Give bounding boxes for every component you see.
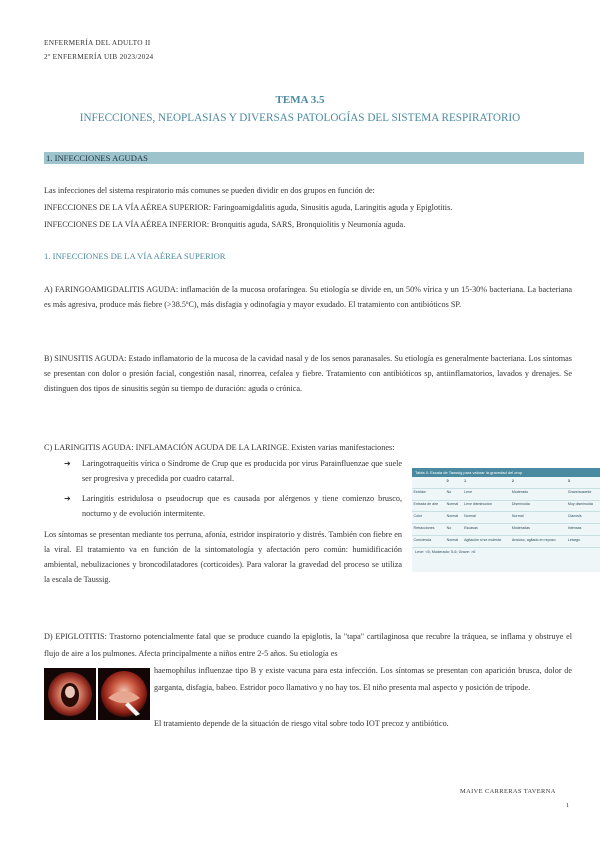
- paragraph-laringitis-body: Los síntomas se presentan mediante tos perruna, afonía, estridor inspiratorio y distrés. También con fiebre en la viral. El tratamiento va en función de la sintomatología y afectación pero común: humidificación ambiental, nebulizaciones y broncodilatadores (corticoides). Para valorar la gravedad del proceso se utiliza la escala de Taussig.: [44, 530, 402, 584]
- paragraph-epiglotitis-body: haemophilus influenzae tipo B y existe vacuna para esta infección. Los síntomas se presentan con aparición brusca, dolor de garganta, disfagia, babeo. Estridor poco llamativo y no hay tos. El niño presenta mal aspecto y posición de trípode.: [154, 666, 572, 692]
- table-cell: Normal: [510, 512, 566, 524]
- table-cell: Grave/ausente: [566, 488, 600, 500]
- page-title: INFECCIONES, NEOPLASIAS Y DIVERSAS PATOLOGÍAS DEL SISTEMA RESPIRATORIO: [79, 112, 521, 124]
- table-cell: Color: [412, 512, 445, 524]
- course-title: ENFERMERÍA DEL ADULTO II: [44, 38, 151, 47]
- table-footnote: Leve: <5; Moderado: 5-6; Grave: >6: [415, 549, 476, 554]
- section-heading-bar: [44, 152, 584, 164]
- table-cell: 1: [463, 477, 511, 488]
- arrow-icon: ➜: [64, 459, 71, 468]
- subsection-heading: 1. INFECCIONES DE LA VÍA AÉREA SUPERIOR: [44, 251, 226, 261]
- table-cell: Moderado: [510, 488, 566, 500]
- table-cell: 3: [566, 477, 600, 488]
- table-cell: Muy disminuida: [566, 500, 600, 512]
- endoscopy-image-left: [44, 668, 96, 720]
- table-cell: Leve disminución: [463, 500, 511, 512]
- table-cell: No: [445, 524, 463, 536]
- intro-line-3: INFECCIONES DE LA VÍA AÉREA INFERIOR: Bronquitis aguda, SARS, Bronquiolitis y Neumonía aguda.: [44, 220, 406, 229]
- table-row: [412, 512, 600, 524]
- table-cell: 0: [445, 477, 463, 488]
- table-cell: Moderadas: [510, 524, 566, 536]
- topic-number: TEMA 3.5: [275, 94, 325, 106]
- page-number: 1: [566, 802, 570, 809]
- section-heading: 1. INFECCIONES AGUDAS: [46, 153, 148, 163]
- paragraph-epiglotitis-treatment: El tratamiento depende de la situación de riesgo vital sobre todo IOT precoz y antibiótico.: [154, 719, 449, 728]
- endoscopy-image-right: [98, 668, 150, 720]
- table-cell: Normal: [445, 500, 463, 512]
- table-cell: No: [445, 488, 463, 500]
- author-name: MAIVE CARRERAS TAVERNA: [460, 788, 556, 795]
- table-cell: Leve: [463, 488, 511, 500]
- table-cell: Ansioso, agitado en reposo: [510, 535, 566, 547]
- course-year: 2º ENFERMERÍA UIB 2023/2024: [44, 52, 154, 61]
- table-cell: Cianosis: [566, 512, 600, 524]
- table-cell: Disminuida: [510, 500, 566, 512]
- bullet-item: [64, 492, 402, 521]
- paragraph-epiglotitis-head: D) EPIGLOTITIS: Trastorno potencialmente fatal que se produce cuando la epiglotis, la "tapa" cartilaginosa que recubre la tráquea, se inflama y obstruye el flujo de aire a los pulmones. Afecta principalmente a niños entre 2-5 años. Su etiología es: [44, 632, 572, 658]
- intro-line-1: Las infecciones del sistema respiratorio más comunes se pueden dividir en dos grupos en función de:: [44, 186, 375, 195]
- paragraph-sinusitis: B) SINUSITIS AGUDA: Estado inflamatorio de la mucosa de la cavidad nasal y de los senos paranasales. Su etiología es generalmente bacteriana. Los síntomas se presentan con dolor o presión facial, congestión nasal, rinorrea, cefalea y fiebre. Tratamiento con antibióticos sp, antiinflamatorios, lavados y drenajes. Se distinguen dos tipos de sinusitis según su tiempo de duración: aguda o crónica.: [44, 354, 572, 393]
- table-caption: Tabla II. Escala de Taussig para valorar la gravedad del crup: [412, 468, 600, 477]
- table-row: [412, 488, 600, 500]
- table-cell: Conciencia: [412, 535, 445, 547]
- table-row: [412, 524, 600, 536]
- table-cell: Letargo: [566, 535, 600, 547]
- table-cell: Estridor: [412, 488, 445, 500]
- taussig-table: [412, 468, 600, 572]
- taussig-table-grid: [412, 477, 600, 548]
- table-row: [412, 500, 600, 512]
- bullet-item: [64, 457, 402, 486]
- intro-line-2: INFECCIONES DE LA VÍA AÉREA SUPERIOR: Faringoamigdalitis aguda, Sinusitis aguda, Laringitis aguda y Epiglotitis.: [44, 203, 453, 212]
- table-row: [412, 535, 600, 547]
- table-cell: [412, 477, 445, 488]
- table-cell: Normal: [445, 512, 463, 524]
- table-cell: Retracciones: [412, 524, 445, 536]
- table-cell: Escasas: [463, 524, 511, 536]
- table-cell: Intensas: [566, 524, 600, 536]
- table-cell: Normal: [463, 512, 511, 524]
- paragraph-faringoamigdalitis: A) FARINGOAMIGDALITIS AGUDA: inflamación de la mucosa orofaríngea. Su etiología se divide en, un 50% vírica y un 15-30% bacteriana. La bacteriana es más agresiva, produce más fiebre (>38.5ºC), más disfagia y odinofagia y mayor exudado. El tratamiento con antibióticos SP.: [44, 285, 572, 309]
- table-cell: Entrada de aire: [412, 500, 445, 512]
- arrow-icon: ➜: [64, 494, 71, 503]
- table-cell: 2: [510, 477, 566, 488]
- table-header-row: [412, 477, 600, 488]
- bullet-text: Laringotraqueítis vírica o Síndrome de Crup que es producida por virus Parainfluenzae que suele ser progresiva y precedida por cuadro catarral.: [82, 459, 402, 483]
- table-cell: Agitación si se molesta: [463, 535, 511, 547]
- table-cell: Normal: [445, 535, 463, 547]
- bullet-text: Laringitis estridulosa o pseudocrup que es causada por alérgenos y tiene comienzo brusco, nocturno y de evolución intermitente.: [82, 494, 402, 518]
- paragraph-laringitis-head: C) LARINGITIS AGUDA: INFLAMACIÓN AGUDA DE LA LARINGE. Existen varias manifestaciones:: [44, 443, 395, 452]
